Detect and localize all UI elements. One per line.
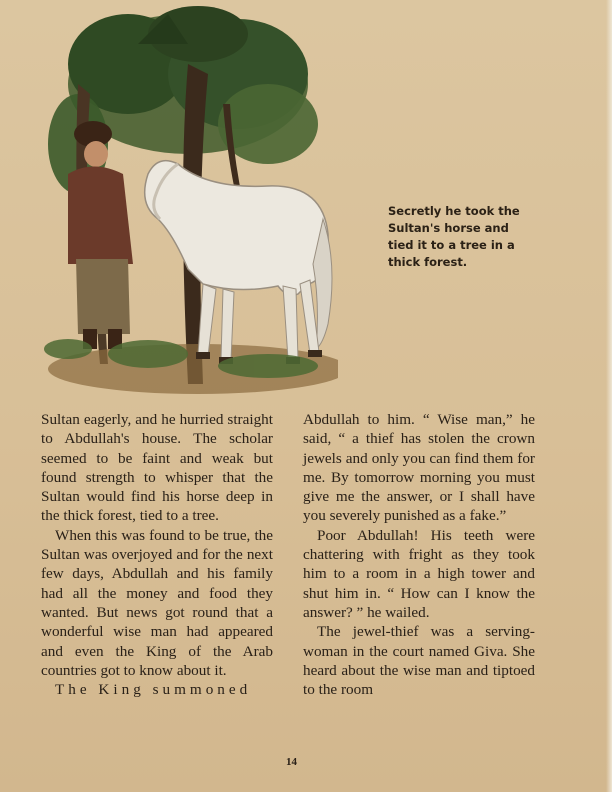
- paragraph-4: Abdullah to him. “ Wise man,” he said, “ a thief has stolen the crown jewels and only you can find them for me. By tomorrow morning you must give me the answer, or I shall have you severely punished as a fake.”: [303, 411, 535, 525]
- paragraph-2: When this was found to be true, the Sultan was overjoyed and for the next few days, Abdullah and his family had all the money and food they wanted. But news got round that a wonderful wise man had appeared and even the King of the Arab countries got to know about it.: [41, 526, 273, 679]
- illustration-caption: Secretly he took the Sultan's horse and tied it to a tree in a thick forest.: [388, 204, 520, 269]
- white-horse: [145, 161, 332, 364]
- right-column: [303, 410, 535, 699]
- left-column: [41, 410, 273, 699]
- paragraph-6: The jewel-thief was a serving-woman in the court named Giva. She heard about the wise man and tiptoed to the room: [303, 623, 535, 699]
- sultan-horse-illustration: [38, 4, 338, 402]
- paragraph-1: Sultan eagerly, and he hurried straight to Abdullah's house. The scholar seemed to be faint and weak but found strength to whisper that the Sultan would find his horse deep in the thick forest, tied to a tree.: [41, 411, 273, 525]
- paragraph-3: The King summoned: [55, 681, 252, 699]
- page-edge: [606, 0, 612, 792]
- page-number: 14: [286, 756, 297, 768]
- paragraph-5: Poor Abdullah! His teeth were chattering with fright as they took him to a room in a high tower and shut him in. “ How can I know the answer? ” he wailed.: [303, 526, 535, 621]
